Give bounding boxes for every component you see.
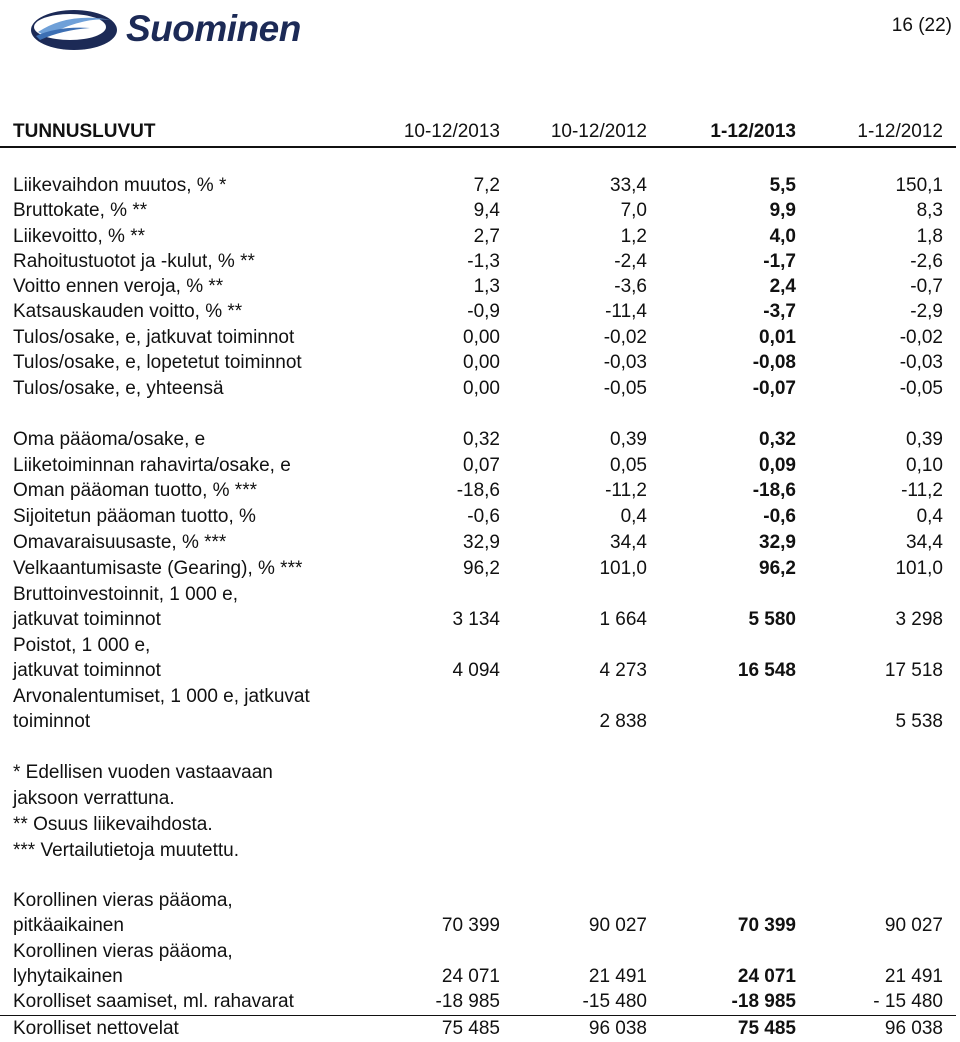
logo-swoosh-icon bbox=[28, 6, 120, 56]
row-label: Rahoitustuotot ja -kulut, % ** bbox=[13, 251, 255, 272]
column-header: 10-12/2013 bbox=[403, 121, 500, 142]
cell: -2,9 bbox=[910, 301, 943, 322]
cell: 4 094 bbox=[452, 660, 500, 681]
footnote: ** Osuus liikevaihdosta. bbox=[13, 814, 213, 835]
cell: 3 298 bbox=[895, 609, 943, 630]
row-label: Bruttoinvestoinnit, 1 000 e, bbox=[13, 584, 238, 605]
cell: 24 071 bbox=[441, 966, 500, 987]
table-header-row bbox=[0, 119, 960, 145]
table-row-label-line bbox=[0, 582, 960, 608]
footnote: *** Vertailutietoja muutettu. bbox=[13, 840, 240, 861]
row-label: toiminnot bbox=[13, 711, 91, 732]
cell: 90 027 bbox=[588, 915, 647, 936]
cell: 1,3 bbox=[473, 276, 500, 297]
row-label: Korollinen vieras pääoma, bbox=[13, 890, 233, 911]
cell: 1 664 bbox=[599, 609, 647, 630]
cell: 32,9 bbox=[463, 532, 500, 553]
cell: -2,4 bbox=[614, 251, 647, 272]
row-label: Korolliset saamiset, ml. rahavarat bbox=[13, 991, 294, 1012]
header-divider bbox=[0, 146, 956, 148]
cell: 101,0 bbox=[895, 558, 943, 579]
table-row bbox=[0, 478, 960, 504]
table-row bbox=[0, 249, 960, 275]
cell: 0,05 bbox=[610, 455, 647, 476]
cell: 21 491 bbox=[884, 966, 943, 987]
row-label: Velkaantumisaste (Gearing), % *** bbox=[13, 558, 303, 579]
row-label: jatkuvat toiminnot bbox=[13, 609, 161, 630]
cell: 101,0 bbox=[599, 558, 647, 579]
table-row bbox=[0, 427, 960, 453]
row-label: Liikevaihdon muutos, % * bbox=[13, 175, 227, 196]
cell: 75 485 bbox=[737, 1018, 796, 1039]
cell: 24 071 bbox=[737, 966, 796, 987]
cell: 150,1 bbox=[895, 175, 943, 196]
cell: -3,6 bbox=[614, 276, 647, 297]
cell: 0,09 bbox=[759, 455, 796, 476]
table-row bbox=[0, 299, 960, 325]
row-label: Liikevoitto, % ** bbox=[13, 226, 146, 247]
cell: -0,03 bbox=[899, 352, 943, 373]
cell: -11,4 bbox=[605, 301, 647, 322]
cell: 1,2 bbox=[620, 226, 647, 247]
cell: 7,0 bbox=[620, 200, 647, 221]
cell: 17 518 bbox=[884, 660, 943, 681]
cell: 0,32 bbox=[463, 429, 500, 450]
table-row bbox=[0, 453, 960, 479]
cell: 70 399 bbox=[737, 915, 796, 936]
cell: 0,4 bbox=[620, 506, 647, 527]
cell: 0,4 bbox=[916, 506, 943, 527]
footnote: jaksoon verrattuna. bbox=[13, 788, 175, 809]
table-row bbox=[0, 198, 960, 224]
row-label: Katsauskauden voitto, % ** bbox=[13, 301, 243, 322]
table-row-total bbox=[0, 1016, 960, 1042]
row-label: Tulos/osake, e, yhteensä bbox=[13, 378, 224, 399]
cell: 75 485 bbox=[441, 1018, 500, 1039]
brand-name: Suominen bbox=[126, 8, 301, 49]
row-label: Arvonalentumiset, 1 000 e, jatkuvat bbox=[13, 686, 310, 707]
column-header: 10-12/2012 bbox=[550, 121, 647, 142]
row-label: Voitto ennen veroja, % ** bbox=[13, 276, 224, 297]
cell: 0,32 bbox=[759, 429, 796, 450]
column-header: 1-12/2013 bbox=[710, 121, 796, 142]
cell: 9,9 bbox=[769, 200, 796, 221]
cell: -18,6 bbox=[456, 480, 500, 501]
cell: 1,8 bbox=[916, 226, 943, 247]
cell: -0,02 bbox=[603, 327, 647, 348]
row-label: Poistot, 1 000 e, bbox=[13, 635, 151, 656]
row-label: Korollinen vieras pääoma, bbox=[13, 941, 233, 962]
cell: 96,2 bbox=[759, 558, 796, 579]
cell: -0,02 bbox=[899, 327, 943, 348]
cell: -18 985 bbox=[435, 991, 500, 1012]
row-label: Oman pääoman tuotto, % *** bbox=[13, 480, 257, 501]
table-row bbox=[0, 607, 960, 633]
cell: 4 273 bbox=[599, 660, 647, 681]
cell: 8,3 bbox=[916, 200, 943, 221]
cell: 0,00 bbox=[463, 378, 500, 399]
cell: 96 038 bbox=[884, 1018, 943, 1039]
row-label: Bruttokate, % ** bbox=[13, 200, 148, 221]
table-row bbox=[0, 224, 960, 250]
cell: 3 134 bbox=[452, 609, 500, 630]
footnote: * Edellisen vuoden vastaavaan bbox=[13, 762, 273, 783]
row-label: jatkuvat toiminnot bbox=[13, 660, 161, 681]
row-label: Korolliset nettovelat bbox=[13, 1018, 179, 1039]
cell: 4,0 bbox=[769, 226, 796, 247]
cell: 9,4 bbox=[473, 200, 500, 221]
cell: 5 538 bbox=[895, 711, 943, 732]
row-label: Sijoitetun pääoman tuotto, % bbox=[13, 506, 256, 527]
cell: -3,7 bbox=[763, 301, 796, 322]
cell: -11,2 bbox=[605, 480, 647, 501]
table-row bbox=[0, 709, 960, 735]
cell: 5 580 bbox=[748, 609, 796, 630]
cell: 33,4 bbox=[610, 175, 647, 196]
table-row bbox=[0, 325, 960, 351]
table-row-label-line bbox=[0, 888, 960, 914]
cell: -0,03 bbox=[603, 352, 647, 373]
table-row bbox=[0, 173, 960, 199]
cell: 34,4 bbox=[906, 532, 943, 553]
table-row bbox=[0, 658, 960, 684]
cell: 32,9 bbox=[759, 532, 796, 553]
row-label: pitkäaikainen bbox=[13, 915, 124, 936]
table-row bbox=[0, 504, 960, 530]
table-row bbox=[0, 274, 960, 300]
cell: 21 491 bbox=[588, 966, 647, 987]
cell: -1,3 bbox=[467, 251, 500, 272]
cell: 90 027 bbox=[884, 915, 943, 936]
cell: 96 038 bbox=[588, 1018, 647, 1039]
suominen-logo bbox=[28, 6, 348, 56]
cell: -11,2 bbox=[901, 480, 943, 501]
cell: -0,7 bbox=[910, 276, 943, 297]
row-label: Tulos/osake, e, lopetetut toiminnot bbox=[13, 352, 302, 373]
cell: 0,00 bbox=[463, 352, 500, 373]
cell: 2,7 bbox=[473, 226, 500, 247]
cell: -2,6 bbox=[910, 251, 943, 272]
cell: 34,4 bbox=[610, 532, 647, 553]
cell: 0,01 bbox=[759, 327, 796, 348]
table-title: TUNNUSLUVUT bbox=[13, 121, 156, 142]
cell: -1,7 bbox=[763, 251, 796, 272]
cell: 0,07 bbox=[463, 455, 500, 476]
cell: 2 838 bbox=[599, 711, 647, 732]
cell: -0,9 bbox=[467, 301, 500, 322]
table-row bbox=[0, 350, 960, 376]
cell: -18,6 bbox=[752, 480, 796, 501]
cell: 2,4 bbox=[769, 276, 796, 297]
cell: -15 480 bbox=[582, 991, 647, 1012]
table-row-label-line bbox=[0, 939, 960, 965]
cell: -0,08 bbox=[752, 352, 796, 373]
column-header: 1-12/2012 bbox=[857, 121, 943, 142]
cell: 96,2 bbox=[463, 558, 500, 579]
table-row bbox=[0, 556, 960, 582]
table-row bbox=[0, 964, 960, 990]
cell: -0,05 bbox=[899, 378, 943, 399]
table-row-label-line bbox=[0, 684, 960, 710]
table-row bbox=[0, 530, 960, 556]
table-row-label-line bbox=[0, 633, 960, 659]
cell: 5,5 bbox=[769, 175, 796, 196]
table-row bbox=[0, 376, 960, 402]
cell: 70 399 bbox=[441, 915, 500, 936]
cell: -0,07 bbox=[752, 378, 796, 399]
cell: -0,6 bbox=[467, 506, 500, 527]
cell: -0,05 bbox=[603, 378, 647, 399]
page-number: 16 (22) bbox=[891, 15, 952, 36]
cell: 16 548 bbox=[737, 660, 796, 681]
row-label: lyhytaikainen bbox=[13, 966, 123, 987]
cell: 0,10 bbox=[906, 455, 943, 476]
cell: - 15 480 bbox=[873, 991, 943, 1012]
cell: 0,39 bbox=[906, 429, 943, 450]
row-label: Tulos/osake, e, jatkuvat toiminnot bbox=[13, 327, 295, 348]
cell: 7,2 bbox=[473, 175, 500, 196]
row-label: Omavaraisuusaste, % *** bbox=[13, 532, 227, 553]
row-label: Liiketoiminnan rahavirta/osake, e bbox=[13, 455, 291, 476]
table-row bbox=[0, 913, 960, 939]
cell: -18 985 bbox=[731, 991, 796, 1012]
cell: -0,6 bbox=[763, 506, 796, 527]
cell: 0,00 bbox=[463, 327, 500, 348]
row-label: Oma pääoma/osake, e bbox=[13, 429, 206, 450]
table-row bbox=[0, 989, 960, 1015]
cell: 0,39 bbox=[610, 429, 647, 450]
